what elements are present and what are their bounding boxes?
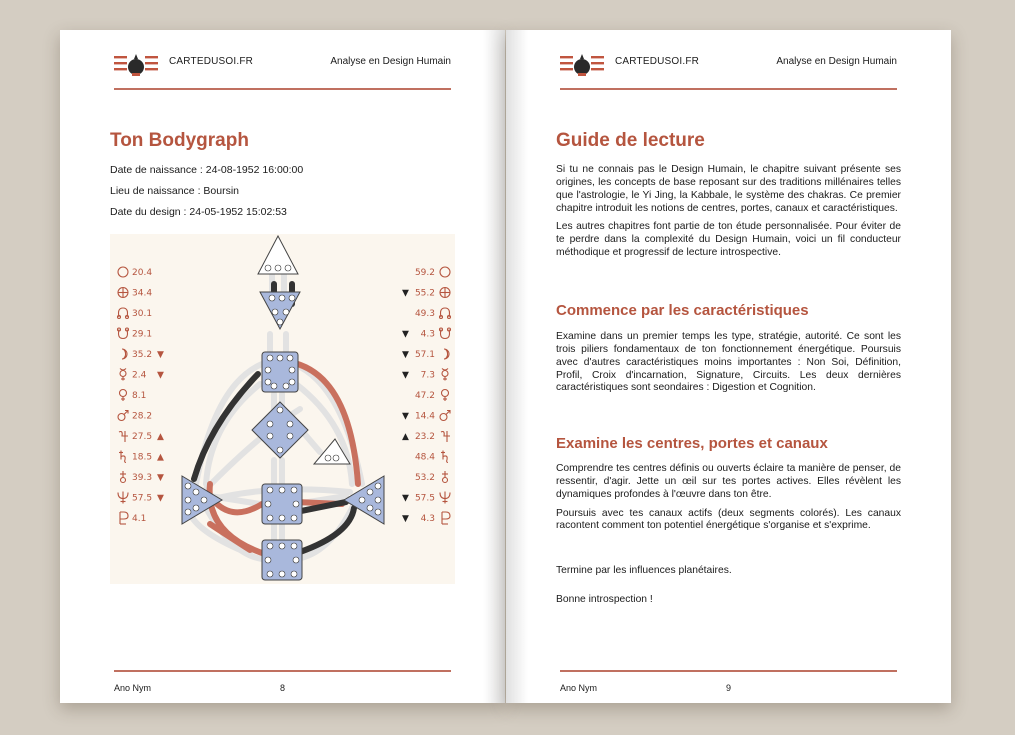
planet-arrow: ▼ <box>402 288 409 299</box>
planet-row <box>118 308 153 319</box>
planet-value: 47.2 <box>414 391 435 401</box>
left-page <box>60 30 505 703</box>
mars-icon <box>118 411 128 421</box>
intro-paragraph: Si tu ne connais pas le Design Humain, le chapitre suivant présente ses origines, les concepts de base reposant sur des traditions millénaires telles que l'astrologie, le Yi Jing, la Kabbale, le système des chakras. Ce premier chapitre introduit les notions de centres, portes, canaux et caractéristiques. <box>556 164 901 214</box>
mercury-icon <box>442 369 448 381</box>
uranus-icon <box>120 471 126 483</box>
planet-row <box>402 431 450 442</box>
page-title: Guide de lecture <box>556 130 705 151</box>
right-page <box>506 30 951 703</box>
planet-value: 4.3 <box>420 329 435 340</box>
site-name: CARTEDUSOI.FR <box>615 56 700 67</box>
planet-row <box>118 267 152 278</box>
planet-value: 28.2 <box>132 411 153 422</box>
header-rule <box>560 88 897 90</box>
birth-place: Lieu de naissance : Boursin <box>110 185 239 197</box>
planet-row <box>118 411 152 422</box>
planet-row <box>402 492 450 504</box>
section-paragraph: Comprendre tes centres définis ou ouverts éclaire ta manière de penser, de ressentir, d'agir. Jette un œil sur tes portes actives. Elles révèlent les dynamiques profondes à l'œuvre dans ton être. <box>556 463 901 500</box>
neptune-icon <box>440 492 450 504</box>
planet-value: 4.3 <box>420 514 435 524</box>
planet-arrow: ▲ <box>157 432 164 442</box>
planet-value: 35.2 <box>132 350 153 360</box>
south-node-icon <box>440 328 451 339</box>
south-node-icon <box>118 328 129 339</box>
planet-arrow: ▼ <box>402 514 409 524</box>
planet-row <box>120 471 164 483</box>
planet-arrow: ▼ <box>157 493 164 504</box>
pluto-icon <box>120 512 128 524</box>
section-paragraph: Poursuis avec tes canaux actifs (deux segments colorés). Les canaux racontent comment ton potentiel énergétique s'organise et s'exprime. <box>556 507 901 532</box>
planet-arrow: ▼ <box>402 411 409 422</box>
planet-value: 23.2 <box>414 432 435 442</box>
north-node-icon <box>440 308 451 319</box>
moon-icon <box>122 349 127 359</box>
mercury-icon <box>120 369 126 381</box>
section-heading-characteristics: Commence par les caractéristiques <box>556 302 809 319</box>
page-number: 8 <box>280 683 286 693</box>
planet-value: 7.3 <box>420 370 435 381</box>
planet-row <box>119 431 164 442</box>
logo-icon <box>114 53 158 77</box>
planet-row <box>402 349 449 360</box>
bodygraph-svg <box>110 234 455 584</box>
birth-date: Date de naissance : 24-08-1952 16:00:00 <box>110 164 304 176</box>
planet-value: 57.5 <box>414 493 435 504</box>
page-title: Ton Bodygraph <box>110 130 249 151</box>
sun-icon <box>440 267 450 277</box>
planet-arrow: ▼ <box>157 473 164 483</box>
planet-value: 14.4 <box>414 411 435 422</box>
planet-row <box>415 267 450 278</box>
page-header <box>560 52 897 92</box>
planet-value: 18.5 <box>132 452 153 463</box>
section-heading-centers: Examine les centres, portes et canaux <box>556 435 828 452</box>
footer-rule <box>114 670 451 672</box>
header-section: Analyse en Design Humain <box>776 56 897 67</box>
planet-row <box>402 288 450 299</box>
planet-value: 48.4 <box>414 452 435 463</box>
page-header <box>114 52 451 92</box>
planet-arrow: ▼ <box>157 350 164 360</box>
pluto-icon <box>442 512 450 524</box>
site-name: CARTEDUSOI.FR <box>169 56 254 67</box>
planet-value: 2.4 <box>132 370 147 381</box>
planet-value: 34.4 <box>132 288 153 299</box>
planet-value: 49.3 <box>414 309 435 319</box>
planet-arrow: ▼ <box>402 329 409 340</box>
planet-row <box>120 369 164 381</box>
closing-line: Termine par les influences planétaires. <box>556 565 732 576</box>
logo-icon <box>560 53 604 77</box>
planet-value: 53.2 <box>414 473 435 483</box>
planet-arrow: ▼ <box>402 350 409 360</box>
planet-arrow: ▼ <box>402 493 409 504</box>
planet-row <box>402 328 451 340</box>
north-node-icon <box>118 308 129 319</box>
jupiter-icon <box>441 431 450 442</box>
planet-row <box>119 451 164 463</box>
moon-icon <box>444 349 449 359</box>
planet-row <box>402 411 450 422</box>
earth-icon <box>118 288 128 298</box>
planet-arrow: ▲ <box>157 452 164 463</box>
planet-row <box>415 451 448 463</box>
planet-value: 59.2 <box>414 268 435 278</box>
personality-planets <box>402 267 451 524</box>
planet-value: 57.1 <box>414 350 435 360</box>
planet-value: 27.5 <box>132 432 153 442</box>
planet-row <box>118 328 153 340</box>
neptune-icon <box>118 492 128 504</box>
planet-value: 39.3 <box>132 473 153 483</box>
planet-row <box>118 288 152 299</box>
planet-row <box>120 512 146 524</box>
footer-author: Ano Nym <box>560 683 598 693</box>
footer-author: Ano Nym <box>114 683 152 693</box>
bodygraph-chart <box>110 234 455 584</box>
mars-icon <box>440 411 450 421</box>
planet-row <box>415 308 451 319</box>
design-date: Date du design : 24-05-1952 15:02:53 <box>110 206 287 218</box>
planet-value: 29.1 <box>132 329 153 340</box>
page-number: 9 <box>726 683 732 693</box>
planet-row <box>415 471 448 483</box>
planet-row <box>402 512 450 524</box>
venus-icon <box>442 390 449 402</box>
sun-icon <box>118 267 128 277</box>
planet-value: 4.1 <box>132 514 147 524</box>
earth-icon <box>440 288 450 298</box>
saturn-icon <box>441 451 448 463</box>
planet-value: 20.4 <box>132 268 153 278</box>
jupiter-icon <box>119 431 128 442</box>
planet-row <box>118 492 164 504</box>
intro-paragraph: Les autres chapitres font partie de ton étude personnalisée. Pour éviter de te perdre dans la complexité du Design Humain, voici un fil conducteur méthodique et progressif de lecture introspective. <box>556 221 901 259</box>
design-planets <box>118 267 165 524</box>
planet-value: 55.2 <box>414 288 435 299</box>
planet-row <box>122 349 164 360</box>
planet-value: 30.1 <box>132 309 153 319</box>
section-text-centers <box>556 463 901 539</box>
planet-arrow: ▲ <box>402 432 409 442</box>
planet-row <box>120 390 147 402</box>
planet-arrow: ▼ <box>402 370 409 381</box>
header-section: Analyse en Design Humain <box>330 56 451 67</box>
section-text-characteristics <box>556 331 901 401</box>
planet-row <box>415 390 449 402</box>
section-paragraph: Examine dans un premier temps les type, stratégie, autorité. Ce sont les trois piliers fondamentaux de ton fonctionnement énergétique. Poursuis avec d'autres caractéristiques moins importantes : Non Soi, Définition, Profil, Croix d'incarnation, Signature, Circuits. Les deux dernières caractéristiques sont seondaires : Digestion et Cognition. <box>556 331 901 394</box>
intro-text <box>556 164 901 266</box>
header-rule <box>114 88 451 90</box>
venus-icon <box>120 390 127 402</box>
planet-arrow: ▼ <box>157 370 164 381</box>
footer-rule <box>560 670 897 672</box>
planet-value: 57.5 <box>132 493 153 504</box>
planet-value: 8.1 <box>132 391 147 401</box>
planet-row <box>402 369 448 381</box>
closing-line: Bonne introspection ! <box>556 594 653 605</box>
saturn-icon <box>119 451 126 463</box>
uranus-icon <box>442 471 448 483</box>
